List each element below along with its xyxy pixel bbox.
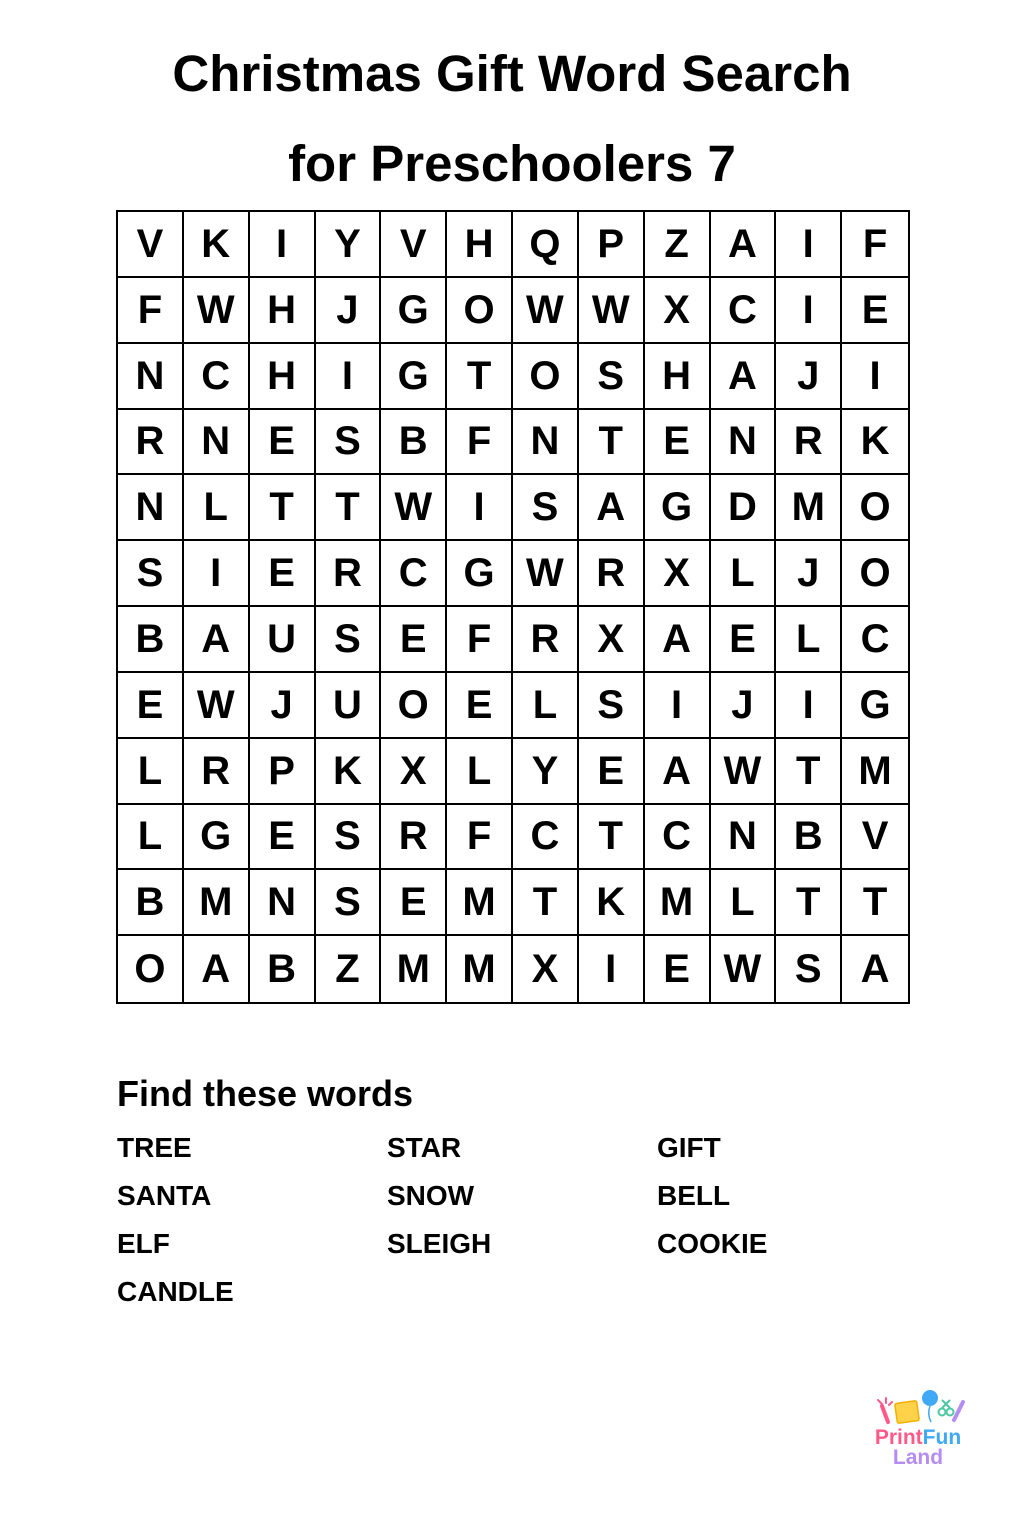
grid-cell: A — [711, 344, 777, 410]
grid-cell: A — [645, 739, 711, 805]
grid-cell: N — [513, 410, 579, 476]
grid-cell: E — [579, 739, 645, 805]
grid-cell: S — [118, 541, 184, 607]
grid-cell: C — [381, 541, 447, 607]
grid-cell: X — [579, 607, 645, 673]
grid-cell: C — [645, 805, 711, 871]
grid-cell: G — [447, 541, 513, 607]
grid-cell: K — [579, 870, 645, 936]
grid-cell: P — [579, 212, 645, 278]
grid-cell: D — [711, 475, 777, 541]
grid-cell: Y — [513, 739, 579, 805]
grid-cell: L — [711, 870, 777, 936]
grid-cell: T — [842, 870, 908, 936]
grid-cell: Z — [645, 212, 711, 278]
grid-cell: I — [184, 541, 250, 607]
grid-cell: M — [184, 870, 250, 936]
grid-cell: L — [776, 607, 842, 673]
grid-cell: T — [776, 739, 842, 805]
grid-cell: J — [316, 278, 382, 344]
grid-cell: M — [776, 475, 842, 541]
logo-text-print: Print — [874, 1426, 923, 1449]
grid-cell: G — [381, 344, 447, 410]
logo-text-fun: Fun — [922, 1426, 962, 1449]
grid-cell: O — [447, 278, 513, 344]
grid-cell: Q — [513, 212, 579, 278]
grid-cell: R — [579, 541, 645, 607]
grid-cell: I — [842, 344, 908, 410]
grid-cell: W — [513, 278, 579, 344]
grid-cell: S — [316, 805, 382, 871]
logo-wordmark — [868, 1428, 968, 1468]
grid-cell: U — [316, 673, 382, 739]
grid-cell: X — [645, 541, 711, 607]
grid-cell: T — [250, 475, 316, 541]
grid-cell: S — [579, 344, 645, 410]
grid-cell: I — [776, 278, 842, 344]
grid-cell: R — [513, 607, 579, 673]
grid-cell: E — [447, 673, 513, 739]
grid-cell: N — [711, 410, 777, 476]
grid-cell: H — [645, 344, 711, 410]
grid-cell: M — [381, 936, 447, 1002]
word-list-item: SLEIGH — [387, 1228, 492, 1259]
grid-cell: E — [842, 278, 908, 344]
grid-cell: W — [711, 936, 777, 1002]
grid-cell: M — [645, 870, 711, 936]
grid-cell: F — [447, 805, 513, 871]
grid-cell: E — [381, 607, 447, 673]
grid-cell: J — [711, 673, 777, 739]
printfunland-logo — [868, 1388, 968, 1472]
grid-cell: T — [579, 805, 645, 871]
grid-cell: X — [381, 739, 447, 805]
word-list-item: STAR — [387, 1132, 462, 1163]
grid-cell: I — [776, 673, 842, 739]
word-list-item: SNOW — [387, 1180, 475, 1211]
grid-cell: A — [645, 607, 711, 673]
grid-cell: H — [250, 278, 316, 344]
grid-cell: G — [381, 278, 447, 344]
grid-cell: E — [250, 410, 316, 476]
grid-cell: E — [250, 541, 316, 607]
grid-cell: N — [184, 410, 250, 476]
grid-cell: C — [711, 278, 777, 344]
grid-cell: A — [860, 947, 890, 992]
grid-cell: R — [776, 410, 842, 476]
grid-cell: T — [776, 870, 842, 936]
grid-cell: F — [447, 607, 513, 673]
grid-cell: L — [184, 475, 250, 541]
grid-cell: V — [842, 805, 908, 871]
grid-cell: B — [118, 607, 184, 673]
page-title: Christmas Gift Word Search — [172, 45, 852, 102]
grid-cell: H — [250, 344, 316, 410]
grid-cell: L — [711, 541, 777, 607]
grid-cell: V — [381, 212, 447, 278]
grid-cell: E — [118, 673, 184, 739]
grid-cell: G — [184, 805, 250, 871]
grid-cell: N — [118, 475, 184, 541]
word-search-grid — [116, 210, 910, 1004]
grid-cell: X — [513, 936, 579, 1002]
grid-cell: A — [579, 475, 645, 541]
grid-cell: J — [776, 344, 842, 410]
grid-cell: C — [184, 344, 250, 410]
grid-cell: T — [316, 475, 382, 541]
grid-cell: L — [118, 739, 184, 805]
grid-cell: I — [447, 475, 513, 541]
grid-cell: W — [184, 673, 250, 739]
grid-cell: T — [579, 410, 645, 476]
find-words-heading: Find these words — [117, 1073, 414, 1114]
grid-cell: N — [118, 344, 184, 410]
grid-cell: O — [381, 673, 447, 739]
grid-cell: G — [645, 475, 711, 541]
grid-cell: B — [250, 936, 316, 1002]
grid-cell: L — [447, 739, 513, 805]
grid-cell: A — [184, 936, 250, 1002]
grid-cell: C — [513, 805, 579, 871]
word-list-item: SANTA — [117, 1180, 212, 1211]
grid-cell: S — [513, 475, 579, 541]
grid-cell: H — [447, 212, 513, 278]
grid-cell: F — [118, 278, 184, 344]
grid-cell: I — [316, 344, 382, 410]
grid-cell: E — [645, 936, 711, 1002]
grid-cell: M — [447, 870, 513, 936]
grid-cell: S — [579, 673, 645, 739]
grid-cell: I — [645, 673, 711, 739]
grid-cell: E — [381, 870, 447, 936]
grid-cell: A — [184, 607, 250, 673]
grid-cell: G — [842, 673, 908, 739]
page-subtitle: for Preschoolers 7 — [288, 135, 736, 192]
grid-cell: O — [842, 541, 908, 607]
grid-cell: Y — [316, 212, 382, 278]
grid-cell: M — [842, 739, 908, 805]
grid-cell: S — [776, 936, 842, 1002]
grid-cell: O — [842, 475, 908, 541]
grid-cell: W — [579, 278, 645, 344]
grid-cell: E — [711, 607, 777, 673]
grid-cell: Z — [316, 936, 382, 1002]
grid-cell: J — [250, 673, 316, 739]
grid-cell: O — [118, 936, 184, 1002]
logo-text-land: Land — [892, 1446, 944, 1469]
word-list-item: TREE — [117, 1132, 192, 1163]
grid-cell: F — [842, 212, 908, 278]
grid-cell: X — [645, 278, 711, 344]
grid-cell: S — [316, 410, 382, 476]
word-list-item: CANDLE — [117, 1276, 234, 1307]
grid-cell: I — [579, 936, 645, 1002]
grid-cell: K — [842, 410, 908, 476]
grid-cell: E — [645, 410, 711, 476]
grid-cell: R — [316, 541, 382, 607]
grid-cell: T — [447, 344, 513, 410]
word-list — [117, 1134, 927, 1326]
grid-cell: W — [184, 278, 250, 344]
grid-cell: O — [513, 344, 579, 410]
grid-cell: N — [250, 870, 316, 936]
grid-cell: M — [447, 936, 513, 1002]
grid-cell: B — [381, 410, 447, 476]
grid-cell: W — [711, 739, 777, 805]
grid-cell: U — [250, 607, 316, 673]
word-list-item: ELF — [117, 1228, 170, 1259]
grid-cell: I — [776, 212, 842, 278]
grid-cell: S — [316, 870, 382, 936]
grid-cell: A — [711, 212, 777, 278]
grid-cell: K — [184, 212, 250, 278]
grid-cell: E — [250, 805, 316, 871]
grid-cell: R — [184, 739, 250, 805]
grid-cell: N — [711, 805, 777, 871]
grid-cell: J — [776, 541, 842, 607]
grid-cell: C — [842, 607, 908, 673]
crafts-icon — [874, 1388, 966, 1428]
grid-cell: R — [118, 410, 184, 476]
grid-cell: V — [118, 212, 184, 278]
grid-cell: R — [381, 805, 447, 871]
grid-cell: I — [250, 212, 316, 278]
grid-cell: B — [776, 805, 842, 871]
grid-cell: F — [447, 410, 513, 476]
grid-cell: W — [513, 541, 579, 607]
grid-cell: W — [381, 475, 447, 541]
grid-cell: L — [118, 805, 184, 871]
word-list-item: COOKIE — [657, 1228, 768, 1259]
word-list-item: GIFT — [657, 1132, 721, 1163]
grid-cell: P — [250, 739, 316, 805]
grid-cell: S — [316, 607, 382, 673]
grid-cell: B — [118, 870, 184, 936]
grid-cell: T — [513, 870, 579, 936]
grid-cell: K — [316, 739, 382, 805]
word-list-item: BELL — [657, 1180, 731, 1211]
grid-cell: L — [513, 673, 579, 739]
